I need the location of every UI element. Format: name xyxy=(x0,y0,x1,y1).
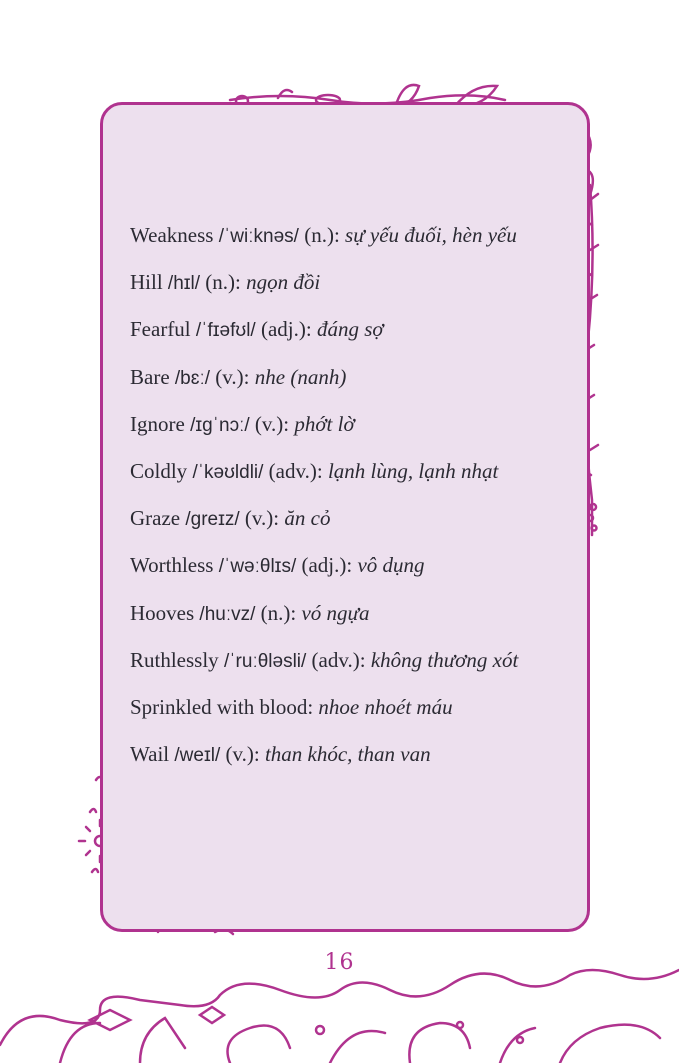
part-of-speech: (adv.): xyxy=(311,647,366,672)
word: Coldly xyxy=(130,458,188,483)
vocab-entry xyxy=(130,737,570,784)
pronunciation: /hɪl/ xyxy=(167,273,201,295)
vocab-entry xyxy=(130,312,570,359)
pronunciation: /ˈwəːθlɪs/ xyxy=(218,556,297,578)
part-of-speech: (adv.): xyxy=(268,458,323,483)
pronunciation: /huːvz/ xyxy=(199,603,256,625)
word: Worthless xyxy=(130,553,214,578)
pronunciation: /ˈruːθləsli/ xyxy=(223,650,307,672)
meaning: vô dụng xyxy=(357,553,425,578)
part-of-speech: (v.): xyxy=(254,411,290,436)
word: Weakness xyxy=(130,223,214,247)
meaning: đáng sợ xyxy=(316,317,384,342)
pronunciation: /ˈfɪəfʊl/ xyxy=(195,320,256,342)
vocab-entry xyxy=(130,265,570,312)
word: Hooves xyxy=(130,600,195,625)
meaning: ăn cỏ xyxy=(284,506,331,531)
vocab-entry xyxy=(130,360,570,407)
vocab-entry xyxy=(130,218,570,265)
vocab-entry xyxy=(130,596,570,643)
pronunciation: /ˈkəʊldli/ xyxy=(192,461,264,483)
word: Sprinkled with blood: xyxy=(130,694,314,719)
pronunciation: /bɛː/ xyxy=(174,367,211,389)
word: Bare xyxy=(130,364,170,389)
pronunciation: /ɪɡˈnɔː/ xyxy=(190,414,250,436)
vocab-entry xyxy=(130,407,570,454)
word: Graze xyxy=(130,506,181,531)
word: Wail xyxy=(130,742,170,767)
meaning: vó ngựa xyxy=(301,600,370,625)
vocabulary-list xyxy=(130,218,570,784)
meaning: sự yếu đuối, hèn yếu xyxy=(345,223,517,247)
vocab-entry xyxy=(130,643,570,690)
meaning: nhoe nhoét máu xyxy=(318,694,453,719)
pronunciation: /weɪl/ xyxy=(174,745,221,767)
part-of-speech: (adj.): xyxy=(301,553,353,578)
part-of-speech: (n.): xyxy=(260,600,297,625)
pronunciation: /ˈwiːknəs/ xyxy=(218,226,299,247)
word: Fearful xyxy=(130,317,191,342)
meaning: than khóc, than van xyxy=(264,742,431,767)
vocab-entry xyxy=(130,548,570,595)
word: Ignore xyxy=(130,411,185,436)
word: Ruthlessly xyxy=(130,647,219,672)
part-of-speech: (n.): xyxy=(304,223,340,247)
vocab-entry xyxy=(130,454,570,501)
part-of-speech: (n.): xyxy=(205,270,241,295)
meaning: lạnh lùng, lạnh nhạt xyxy=(327,458,499,483)
vocab-entry xyxy=(130,501,570,548)
meaning: nhe (nanh) xyxy=(254,364,347,389)
bottom-border-doodle xyxy=(0,970,679,1045)
part-of-speech: (v.): xyxy=(244,506,280,531)
meaning: phớt lờ xyxy=(294,411,355,436)
pronunciation: /greɪz/ xyxy=(185,509,240,531)
meaning: không thương xót xyxy=(370,647,519,672)
part-of-speech: (v.): xyxy=(225,742,260,767)
part-of-speech: (adj.): xyxy=(260,317,312,342)
meaning: ngọn đồi xyxy=(246,270,321,295)
part-of-speech: (v.): xyxy=(215,364,250,389)
vocab-entry xyxy=(130,690,570,737)
word: Hill xyxy=(130,270,163,295)
page-number: 16 xyxy=(324,950,355,975)
